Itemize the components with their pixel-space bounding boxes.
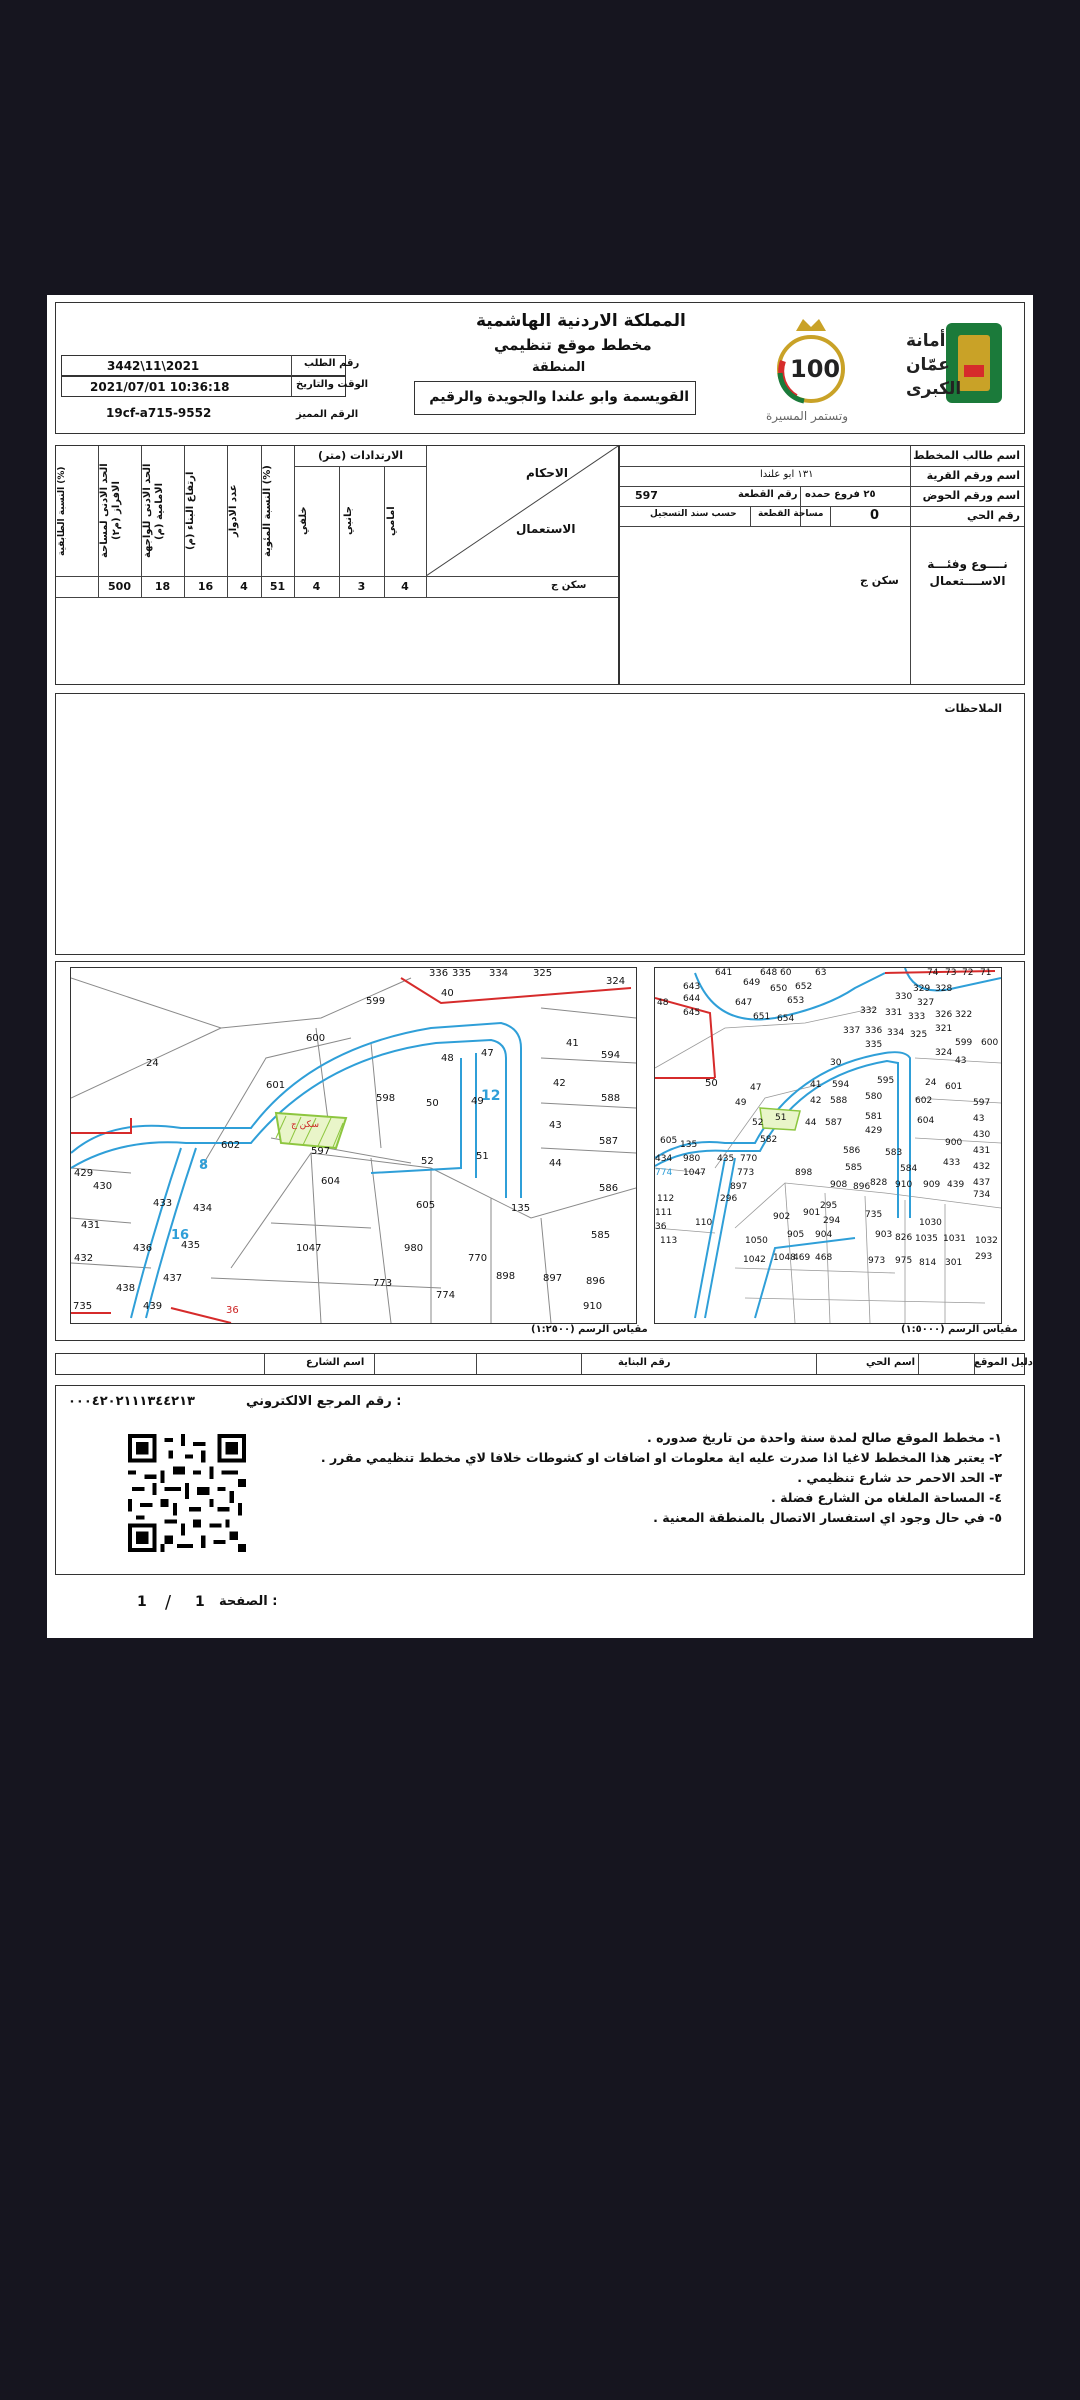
parcel-number-label: 599 <box>366 996 386 1007</box>
parcel-number-label: 48 <box>441 1053 454 1064</box>
parcel-number-label: 434 <box>655 1154 673 1164</box>
parcel-number-label: 604 <box>917 1116 935 1126</box>
parcel-number-label: 435 <box>717 1154 735 1164</box>
parcel-number-label: 649 <box>743 978 761 988</box>
min-frontage-header: الحد الادنى للواجهة الامامية (م) <box>142 463 165 559</box>
centennial-logo: 100 وتستمر المسيرة <box>756 311 866 429</box>
parcel-number-label: 588 <box>830 1096 848 1106</box>
site-guide-label: دليل الموقع <box>974 1357 1033 1368</box>
parcel-number-label: 1047 <box>683 1168 706 1178</box>
parcel-number-label: 42 <box>553 1078 566 1089</box>
parcel-number-label: 43 <box>549 1120 562 1131</box>
parcel-number-label: 113 <box>660 1236 678 1246</box>
parcel-number-label: 600 <box>306 1033 326 1044</box>
parcel-number-label: 896 <box>853 1182 871 1192</box>
parcel-number-label: 586 <box>599 1183 619 1194</box>
detail-map-2500 <box>70 967 637 1324</box>
parcel-number-label: 601 <box>945 1082 963 1092</box>
parcel-number-label: 897 <box>543 1273 563 1284</box>
condition-4: ٤- المساحة الملغاه من الشارع فضلة . <box>771 1490 1002 1505</box>
parcel-number-label: 294 <box>823 1216 841 1226</box>
unique-no-label: الرقم المميز <box>296 409 359 420</box>
parcel-number-label: 774 <box>655 1168 673 1178</box>
parcel-number-label: 584 <box>900 1164 918 1174</box>
parcel-number-label: 433 <box>943 1158 961 1168</box>
document-title: مخطط موقع تنظيمي <box>494 336 652 354</box>
parcel-number-label: 325 <box>533 968 553 979</box>
row-usage: سكن ج <box>551 580 587 591</box>
parcel-number-label: 72 <box>962 968 974 978</box>
parcel-number-label: 36 <box>655 1222 667 1232</box>
parcel-number-label: 898 <box>496 1271 516 1282</box>
parcel-number-label: 63 <box>815 968 827 978</box>
page-current: 1 <box>195 1594 205 1610</box>
usage-value: سكن ج <box>860 574 899 587</box>
parcel-number-label: 333 <box>908 1012 926 1022</box>
requester-label: اسم طالب المخطط <box>913 449 1020 462</box>
parcel-number-label: 337 <box>843 1026 861 1036</box>
page-total: 1 <box>137 1594 147 1610</box>
parcel-number-label: 330 <box>895 992 913 1002</box>
parcel-number-label: 322 <box>955 1010 973 1020</box>
parcel-tag-left: سكن ج <box>291 1120 320 1130</box>
floor-ratio-header: النسبة الطابقية (%) <box>57 466 67 556</box>
parcel-number-label: 1050 <box>745 1236 768 1246</box>
parcel-number-label: 582 <box>760 1135 778 1145</box>
coverage-value: 51 <box>269 580 286 593</box>
condition-1: ١- مخطط الموقع صالح لمدة سنة واحدة من تاريخ صدوره . <box>646 1430 1002 1445</box>
parcel-number-label: 44 <box>805 1118 817 1128</box>
parcel-number-label: 43 <box>955 1056 967 1066</box>
parcel-number-label: 773 <box>373 1278 393 1289</box>
parcel-number-label: 438 <box>116 1283 136 1294</box>
area-note: حسب سند التسجيل <box>650 509 737 519</box>
parcel-number-label: 334 <box>489 968 509 979</box>
parcel-number-label: 47 <box>481 1048 494 1059</box>
parcel-number-label: 599 <box>955 1038 973 1048</box>
parcel-number-label: 60 <box>780 968 792 978</box>
parcel-number-label: 329 <box>913 984 931 994</box>
parcel-number-label: 594 <box>601 1050 621 1061</box>
parcel-number-label: 587 <box>825 1118 843 1128</box>
front-setback-value: 4 <box>401 580 409 593</box>
parcel-number-label: 735 <box>865 1210 883 1220</box>
header-panel <box>55 302 1025 434</box>
parcel-number-label: 904 <box>815 1230 833 1240</box>
datetime-label: الوقت والتاريخ <box>296 379 369 390</box>
street-16: 16 <box>171 1228 190 1243</box>
parcel-number-label: 321 <box>935 1024 953 1034</box>
parcel-number-label: 439 <box>143 1301 163 1312</box>
parcel-number-label: 336 <box>865 1026 883 1036</box>
side-setback-header: جانبي <box>343 506 354 536</box>
parcel-number-label: 44 <box>549 1158 562 1169</box>
parcel-number-label: 435 <box>181 1240 201 1251</box>
parcel-number-label: 436 <box>133 1243 153 1254</box>
parcel-number-label: 602 <box>221 1140 241 1151</box>
setbacks-label: الارتدادات (متر) <box>318 449 404 462</box>
parcel-number-label: 433 <box>153 1198 173 1209</box>
reference-value: ٠٠٠٤٢٠٢١١١٣٤٤٢١٣ <box>68 1394 195 1409</box>
parcel-number-label: 774 <box>436 1290 456 1301</box>
height-header: ارتفاع البناء (م) <box>185 471 196 551</box>
parcel-number-label: 50 <box>705 1078 718 1089</box>
parcel-number-label: 295 <box>820 1201 838 1211</box>
parcel-number-label: 1035 <box>915 1234 938 1244</box>
condition-3: ٣- الحد الاحمر حد شارع تنظيمي . <box>797 1470 1002 1485</box>
kingdom-title: المملكة الاردنية الهاشمية <box>476 311 686 331</box>
usage-label: نــــوع وفئـــة الاســــتعمال <box>927 557 1008 588</box>
parcel-number-label: 1031 <box>943 1234 966 1244</box>
parcel-number-label: 598 <box>376 1093 396 1104</box>
address-strip <box>55 1353 1033 1375</box>
parcel-number-label: 112 <box>657 1194 675 1204</box>
parcel-number-label: 324 <box>935 1048 953 1058</box>
parcel-number-label: 910 <box>583 1301 603 1312</box>
parcel-number-label: 980 <box>404 1243 424 1254</box>
istimal-label: الاستعمال <box>516 522 576 536</box>
parcel-number-label: 24 <box>146 1058 159 1069</box>
back-setback-header: خلفي <box>298 506 309 536</box>
parcel-number-label: 135 <box>511 1203 531 1214</box>
reference-label: رقم المرجع الالكتروني : <box>246 1394 402 1409</box>
parcel-number-label: 650 <box>770 984 788 994</box>
parcel-number-label: 326 <box>935 1010 953 1020</box>
parcel-number-label: 1048 <box>773 1253 796 1263</box>
street-8: 8 <box>199 1158 209 1173</box>
parcel-number-label: 327 <box>917 998 935 1008</box>
parcel-number-label: 49 <box>471 1096 484 1107</box>
parcel-number-label: 335 <box>865 1040 883 1050</box>
parcel-number-label: 43 <box>973 1114 985 1124</box>
notes-label: الملاحظات <box>944 702 1002 715</box>
parcel-number-label: 735 <box>73 1301 93 1312</box>
parcel-number-label: 980 <box>683 1154 701 1164</box>
parcel-number-label: 653 <box>787 996 805 1006</box>
back-setback-value: 4 <box>312 580 321 593</box>
district-value: 0 <box>870 508 880 523</box>
maps-panel <box>55 961 1025 1341</box>
parcel-number-label: 1042 <box>743 1255 766 1265</box>
parcel-number-label: 902 <box>773 1212 791 1222</box>
parcel-number-label: 641 <box>715 968 733 978</box>
parcel-number-label: 583 <box>885 1148 903 1158</box>
parcel-number-label: 600 <box>981 1038 999 1048</box>
parcel-number-label: 586 <box>843 1146 861 1156</box>
parcel-number-label: 71 <box>980 968 992 978</box>
side-setback-value: 3 <box>357 580 366 593</box>
parcel-number-label: 469 <box>793 1253 811 1263</box>
parcel-number-label: 597 <box>973 1098 991 1108</box>
parcel-number-label: 905 <box>787 1230 805 1240</box>
unique-no-value: 19cf-a715-9552 <box>106 406 212 420</box>
parcel-number-label: 900 <box>945 1138 963 1148</box>
parcel-number-label: 654 <box>777 1014 795 1024</box>
parcel-number-label: 901 <box>803 1208 821 1218</box>
parcel-number-label: 40 <box>441 988 454 999</box>
parcel-number-label: 908 <box>830 1180 848 1190</box>
parcel-number-label: 602 <box>915 1096 933 1106</box>
floors-value: 4 <box>240 580 248 593</box>
parcel-number-label: 645 <box>683 1008 701 1018</box>
village-value: ١٣١ ابو علندا <box>760 469 814 480</box>
parcel-number-label: 975 <box>895 1256 913 1266</box>
parcel-number-label: 432 <box>973 1162 991 1172</box>
village-label: اسم ورقم القرية <box>926 469 1020 482</box>
parcel-number-label: 648 <box>760 968 778 978</box>
front-setback-header: امامي <box>386 506 397 536</box>
parcel-number-label: 594 <box>832 1080 850 1090</box>
min-area-value: 500 <box>108 580 131 593</box>
parcel-number-label: 580 <box>865 1092 883 1102</box>
parcel-label: رقم القطعة <box>738 489 798 500</box>
condition-5: ٥- في حال وجود اي استفسار الاتصال بالمنطقة المعنية . <box>653 1510 1002 1525</box>
region-value: القويسمة وابو علندا والجويدة والرقيم <box>429 389 689 405</box>
parcel-number-label: 430 <box>973 1130 991 1140</box>
parcel-number-label: 432 <box>74 1253 94 1264</box>
parcel-number-label: 301 <box>945 1258 963 1268</box>
parcel-number-label: 651 <box>753 1012 771 1022</box>
parcel-number-label: 42 <box>810 1096 822 1106</box>
document-sheet <box>47 295 1033 1638</box>
parcel-number-label: 431 <box>81 1220 101 1231</box>
datetime-value: 2021/07/01 10:36:18 <box>90 380 230 394</box>
parcel-number-label: 1032 <box>975 1236 998 1246</box>
request-no-label: رقم الطلب <box>304 358 360 369</box>
parcel-number-label: 431 <box>973 1146 991 1156</box>
building-no-label: رقم البناية <box>618 1357 671 1368</box>
parcel-number-label: 110 <box>695 1218 713 1228</box>
parcel-number-label: 48 <box>657 998 669 1008</box>
height-value: 16 <box>197 580 214 593</box>
parcel-number-label: 324 <box>606 976 626 987</box>
parcel-number-label: 897 <box>730 1182 748 1192</box>
parcel-number-label: 429 <box>865 1126 883 1136</box>
region-label: المنطقة <box>532 360 586 375</box>
parcel-number-label: 973 <box>868 1256 886 1266</box>
parcel-number-label: 601 <box>266 1080 286 1091</box>
parcel-number-label: 1030 <box>919 1218 942 1228</box>
basin-label: اسم ورقم الحوض <box>922 489 1020 502</box>
parcel-number-label: 896 <box>586 1276 606 1287</box>
parcel-number-label: 430 <box>93 1181 113 1192</box>
parcel-number-label: 50 <box>426 1098 439 1109</box>
parcel-number-label: 826 <box>895 1233 913 1243</box>
parcel-number-label: 73 <box>945 968 957 978</box>
parcel-number-label: 52 <box>752 1118 764 1128</box>
parcel-number-label: 51 <box>775 1113 787 1123</box>
right-map-scale: مقياس الرسم (١:٥٠٠٠) <box>901 1324 1018 1335</box>
parcel-number-label: 36 <box>226 1305 239 1316</box>
amman-municipality-logo: أمانة عمّان الكبرى <box>906 313 1018 423</box>
parcel-number-label: 652 <box>795 982 813 992</box>
left-map-scale: مقياس الرسم (١:٢٥٠٠) <box>531 1324 648 1335</box>
request-no-value: 3442\11\2021 <box>107 359 200 373</box>
parcel-number-label: 30 <box>830 1058 842 1068</box>
parcel-number-label: 903 <box>875 1230 893 1240</box>
page-separator: / <box>165 1592 172 1613</box>
parcel-number-label: 898 <box>795 1168 813 1178</box>
parcel-number-label: 647 <box>735 998 753 1008</box>
regulations-table <box>55 445 619 685</box>
parcel-number-label: 643 <box>683 982 701 992</box>
coverage-header: النسبة المئوية (%) <box>262 465 273 557</box>
parcel-number-label: 336 <box>429 968 449 979</box>
parcel-number-label: 585 <box>845 1163 863 1173</box>
district-label: رقم الحي <box>967 509 1020 522</box>
parcel-number-label: 51 <box>476 1151 489 1162</box>
region-box <box>414 381 696 415</box>
parcel-number-label: 439 <box>947 1180 965 1190</box>
parcel-number-label: 604 <box>321 1176 341 1187</box>
parcel-number-label: 595 <box>877 1076 895 1086</box>
parcel-number-label: 587 <box>599 1136 619 1147</box>
parcel-number-label: 111 <box>655 1208 673 1218</box>
parcel-number-label: 434 <box>193 1203 213 1214</box>
parcel-info-table <box>619 445 1025 685</box>
parcel-number-label: 909 <box>923 1180 941 1190</box>
qr-code[interactable] <box>128 1434 246 1552</box>
parcel-number-label: 334 <box>887 1028 905 1038</box>
street-12: 12 <box>481 1088 501 1104</box>
overview-map-5000 <box>654 967 1002 1324</box>
parcel-number-label: 588 <box>601 1093 621 1104</box>
condition-2: ٢- يعتبر هذا المخطط لاغيا اذا صدرت عليه اية معلومات او اضافات او كشوطات خلافا لاي مخطط تنظيمي مقرر . <box>320 1450 1002 1465</box>
parcel-number-label: 52 <box>421 1156 434 1167</box>
parcel-number-label: 335 <box>452 968 472 979</box>
parcel-number-label: 770 <box>740 1154 758 1164</box>
min-area-header: الحد الادنى لمساحة الافراز (م٢) <box>99 463 122 559</box>
parcel-number-label: 41 <box>566 1038 579 1049</box>
parcel-number-label: 24 <box>925 1078 937 1088</box>
district-name-label: اسم الحي <box>866 1357 916 1368</box>
parcel-number-label: 814 <box>919 1258 937 1268</box>
parcel-number-label: 605 <box>416 1200 436 1211</box>
street-name-label: اسم الشارع <box>306 1357 365 1368</box>
parcel-value: 597 <box>635 489 658 502</box>
notes-panel <box>55 693 1025 955</box>
conditions-list <box>302 1428 1002 1528</box>
parcel-number-label: 734 <box>973 1190 991 1200</box>
parcel-number-label: 644 <box>683 994 701 1004</box>
parcel-number-label: 910 <box>895 1180 913 1190</box>
parcel-number-label: 49 <box>735 1098 747 1108</box>
min-frontage-value: 18 <box>154 580 171 593</box>
ahkam-label: الاحكام <box>526 466 568 480</box>
area-label: مساحة القطعة <box>758 509 824 519</box>
page-indicator <box>137 1592 337 1616</box>
parcel-number-label: 581 <box>865 1112 883 1122</box>
parcel-number-label: 770 <box>468 1253 488 1264</box>
parcel-number-label: 293 <box>975 1252 993 1262</box>
parcel-number-label: 468 <box>815 1253 833 1263</box>
parcel-number-label: 605 <box>660 1136 678 1146</box>
parcel-number-label: 41 <box>810 1080 822 1090</box>
footer-panel <box>55 1385 1025 1575</box>
page-label: الصفحة : <box>219 1594 278 1609</box>
parcel-number-label: 74 <box>927 968 939 978</box>
parcel-number-label: 437 <box>163 1273 183 1284</box>
parcel-number-label: 585 <box>591 1230 611 1241</box>
parcel-number-label: 325 <box>910 1030 928 1040</box>
parcel-number-label: 296 <box>720 1194 738 1204</box>
floors-header: عدد الادوار <box>228 484 239 538</box>
parcel-number-label: 773 <box>737 1168 755 1178</box>
parcel-number-label: 1047 <box>296 1243 322 1254</box>
basin-value: ٢٥ فروع حمده <box>805 489 876 500</box>
parcel-number-label: 429 <box>74 1168 94 1179</box>
parcel-number-label: 331 <box>885 1008 903 1018</box>
parcel-number-label: 597 <box>311 1146 331 1157</box>
parcel-number-label: 47 <box>750 1083 762 1093</box>
parcel-number-label: 328 <box>935 984 953 994</box>
parcel-number-label: 332 <box>860 1006 878 1016</box>
parcel-number-label: 437 <box>973 1178 991 1188</box>
parcel-number-label: 828 <box>870 1178 888 1188</box>
parcel-number-label: 135 <box>680 1140 698 1150</box>
